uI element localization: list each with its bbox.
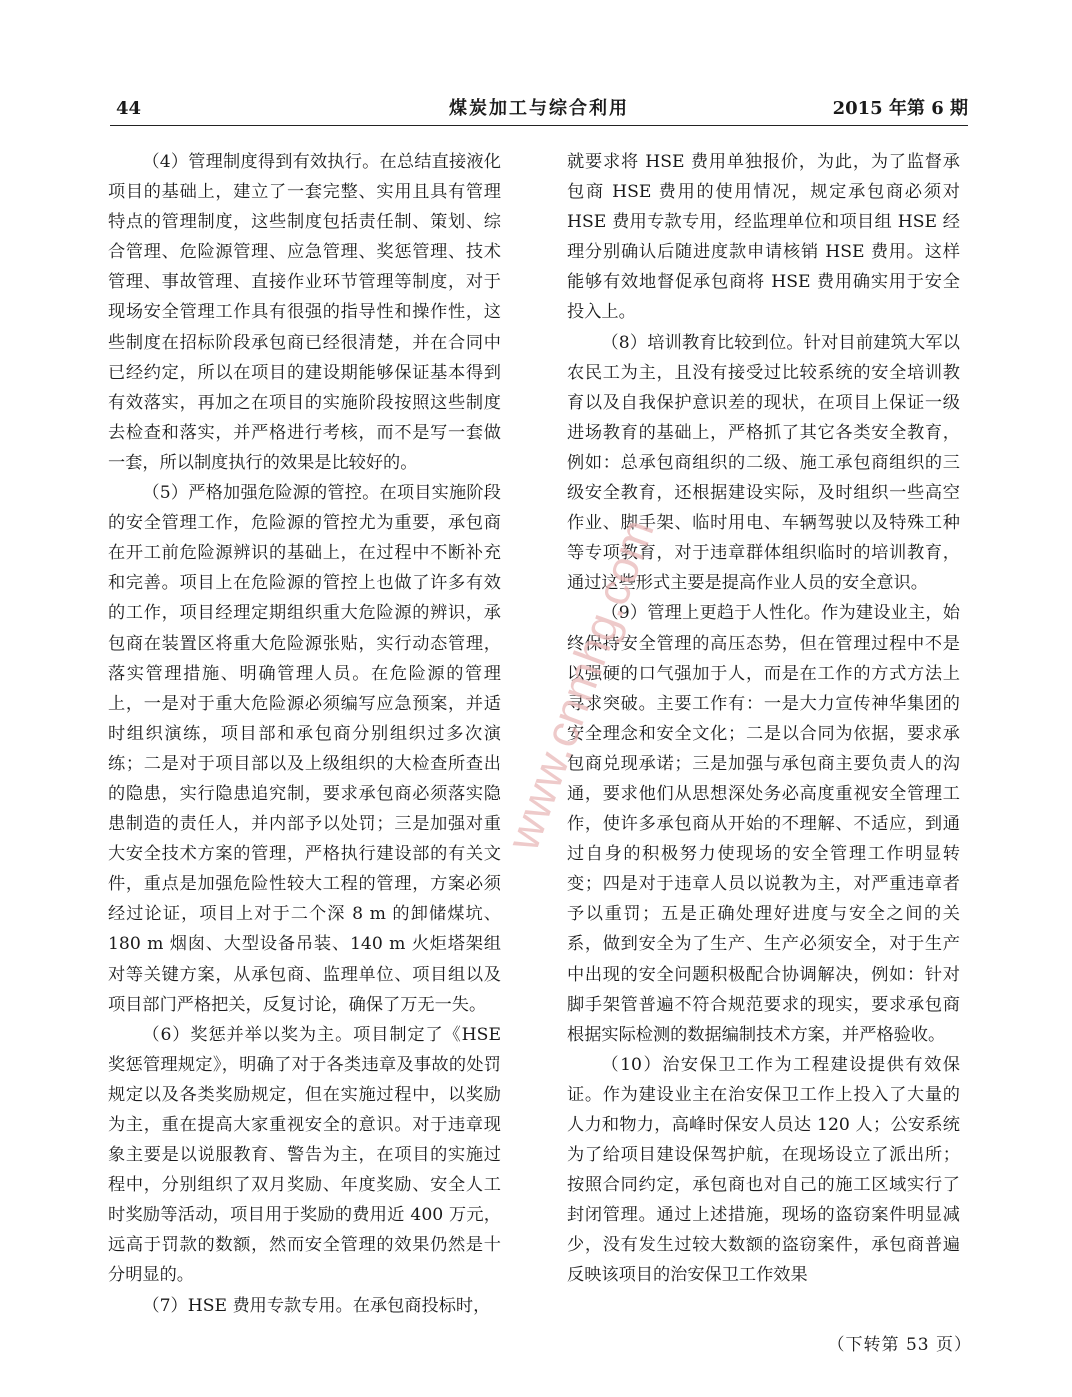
paragraph-10: （10）治安保卫工作为工程建设提供有效保证。作为建设业主在治安保卫工作上投入了大量的人力和物力，高峰时保安人员达 120 人；公安系统为了给项目建设保驾护航，在现场设立了派出所；按照合同约定，承包商也对自己的施工区域实行了封闭管理。通过上述措施，现场的盗窃案件明显减少，没有发生过较大数额的盗窃案件，承包商普遍反映该项目的治安保卫工作效果 bbox=[567, 1054, 960, 1286]
paragraph-7-start: （7）HSE 费用专款专用。在承包商投标时， bbox=[142, 1295, 491, 1316]
continuation-note: （下转第 53 页） bbox=[827, 1335, 972, 1355]
paragraph-4: （4）管理制度得到有效执行。在总结直接液化项目的基础上，建立了一套完整、实用且具有管理特点的管理制度，这些制度包括责任制、策划、综合管理、危险源管理、应急管理、奖惩管理、技术管理、事故管理、直接作业环节管理等制度，对于现场安全管理工作具有很强的指导性和操作性，这些制度在招标阶段承包商已经很清楚，并在合同中已经约定，所以在项目的建设期能够保证基本得到有效落实，再加之在项目的实施阶段按照这些制度去检查和落实，并严格进行考核，而不是写一套做一套，所以制度执行的效果是比较好的。 bbox=[108, 152, 501, 473]
issue-label: 2015 年第 6 期 bbox=[832, 98, 968, 119]
journal-title: 煤炭加工与综合利用 bbox=[449, 98, 629, 119]
paragraph-6: （6）奖惩并举以奖为主。项目制定了《HSE 奖惩管理规定》，明确了对于各类违章及事故的处罚规定以及各类奖励规定，但在实施过程中，以奖励为主，重在提高大家重视安全的意识。对于违章现象主要是以说服教育、警告为主，在项目的实施过程中，分别组织了双月奖励、年度奖励、安全人工时奖励等活动，项目用于奖励的费用近 400 万元，远高于罚款的数额，然而安全管理的效果仍然是十分明显的。 bbox=[108, 1024, 501, 1286]
paragraph-5: （5）严格加强危险源的管控。在项目实施阶段的安全管理工作，危险源的管控尤为重要，承包商在开工前危险源辨识的基础上，在过程中不断补充和完善。项目上在危险源的管控上也做了许多有效的工作，项目经理定期组织重大危险源的辨识，承包商在装置区将重大危险源张贴，实行动态管理，落实管理措施、明确管理人员。在危险源的管理上，一是对于重大危险源必须编写应急预案，并适时组织演练，项目部和承包商分别组织过多次演练；二是对于项目部以及上级组织的大检查所查出的隐患，实行隐患追究制，要求承包商必须落实隐患制造的责任人，并内部予以处罚；三是加强对重大安全技术方案的管理，严格执行建设部的有关文件，重点是加强危险性较大工程的管理，方案必须经过论证，项目上对于二个深 8 m 的卸储煤坑、180 m 烟囱、大型设备吊装、140 m 火炬塔架组对等关键方案，从承包商、监理单位、项目组以及项目部门严格把关，反复讨论，确保了万无一失。 bbox=[108, 483, 501, 1015]
running-header bbox=[110, 97, 968, 126]
right-column bbox=[567, 147, 960, 1291]
paragraph-8: （8）培训教育比较到位。针对目前建筑大军以农民工为主，且没有接受过比较系统的安全培训教育以及自我保护意识差的现状，在项目上保证一级进场教育的基础上，严格抓了其它各类安全教育，例如：总承包商组织的二级、施工承包商组织的三级安全教育，还根据建设实际，及时组织一些高空作业、脚手架、临时用电、车辆驾驶以及特殊工种等专项教育，对于违章群体组织临时的培训教育，通过这些形式主要是提高作业人员的安全意识。 bbox=[567, 332, 960, 594]
paragraph-7-cont: 就要求将 HSE 费用单独报价，为此，为了监督承包商 HSE 费用的使用情况，规定承包商必须对 HSE 费用专款专用，经监理单位和项目组 HSE 经理分别确认后随进度款申请核销 HSE 费用。这样能够有效地督促承包商将 HSE 费用确实用于安全投入上。 bbox=[567, 152, 960, 323]
page-number: 44 bbox=[116, 98, 142, 119]
watermark-text: www.cnmhg.com bbox=[496, 512, 664, 857]
left-column bbox=[108, 147, 501, 1321]
paragraph-9: （9）管理上更趋于人性化。作为建设业主，始终保持安全管理的高压态势，但在管理过程中不是以强硬的口气强加于人，而是在工作的方式方法上寻求突破。主要工作有：一是大力宣传神华集团的安全理念和安全文化；二是以合同为依据，要求承包商兑现承诺；三是加强与承包商主要负责人的沟通，要求他们从思想深处务必高度重视安全管理工作，使许多承包商从开始的不理解、不适应，到通过自身的积极努力使现场的安全管理工作明显转变；四是对于违章人员以说教为主，对严重违章者予以重罚；五是正确处理好进度与安全之间的关系，做到安全为了生产、生产必须安全，对于生产中出现的安全问题积极配合协调解决，例如：针对脚手架管普遍不符合规范要求的现实，要求承包商根据实际检测的数据编制技术方案，并严格验收。 bbox=[567, 603, 960, 1045]
